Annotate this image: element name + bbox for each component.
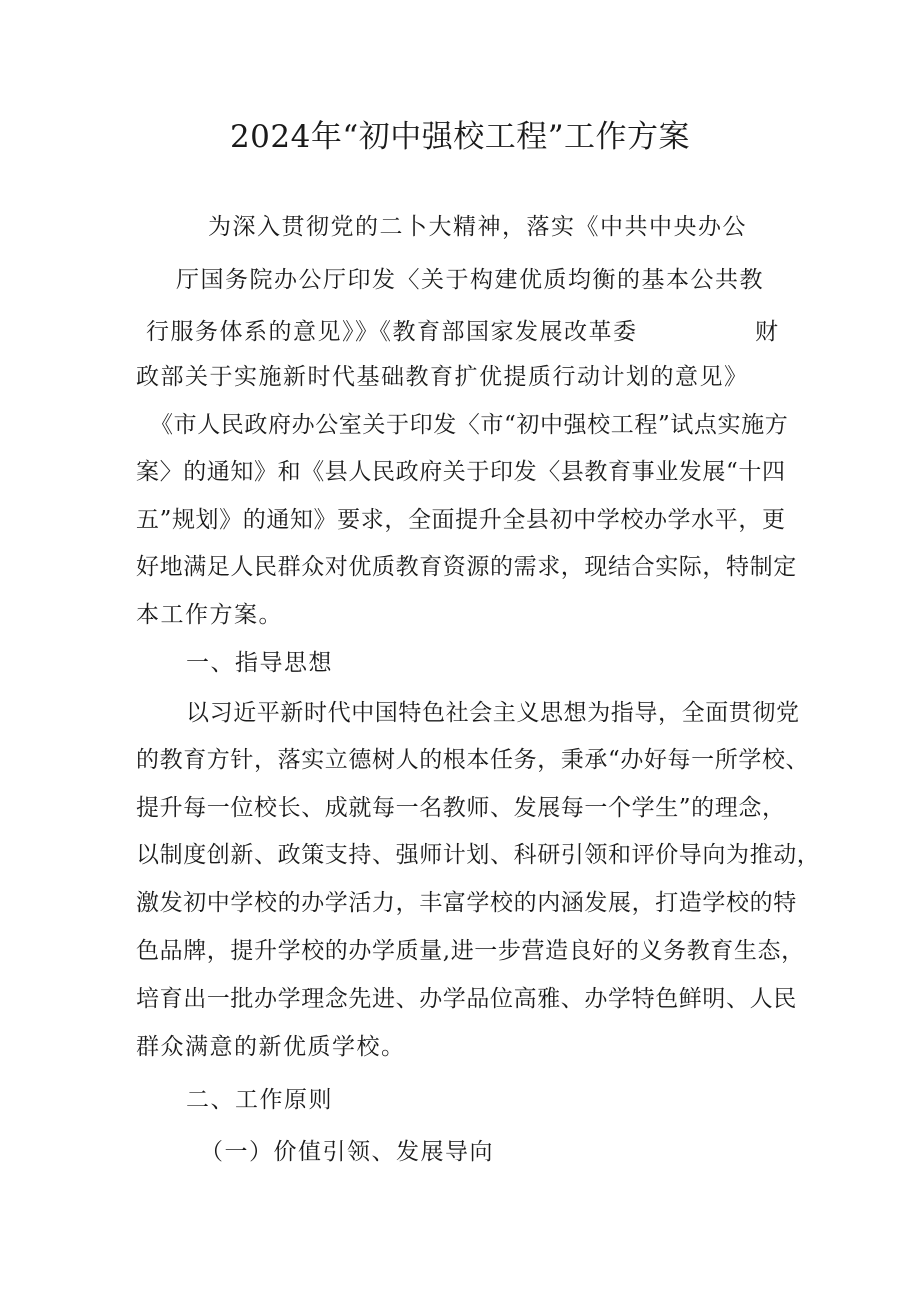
section-1-line-7: 培育出一批办学理念先进、办学品位高雅、办学特色鲜明、人民 — [136, 986, 797, 1012]
intro-line-2: 厅国务院办公厅印发〈关于构建优质均衡的基本公共教 — [176, 267, 764, 293]
section-1-line-3: 提升每一位校长、成就每一名教师、发展每一个学生”的理念， — [136, 795, 786, 821]
section-1-line-4: 以制度创新、政策支持、强师计划、科研引领和评价导向为推动， — [136, 842, 821, 868]
intro-line-1: 为深入贯彻党的二卜大精神，落实《中共中央办公 — [208, 214, 747, 240]
subsection-1-heading: （一）价值引领、发展导向 — [200, 1139, 494, 1165]
intro-line-7: 五”规划》的通知》要求，全面提升全县初中学校办学水平，更 — [136, 507, 786, 533]
section-2-heading: 二、工作原则 — [186, 1087, 333, 1113]
section-1-line-2: 的教育方针，落实立德树人的根本任务，秉承“办好每一所学校、 — [136, 747, 810, 773]
intro-line-3-tail: 财 — [755, 319, 780, 345]
section-1-line-6: 色品牌，提升学校的办学质量,进一步营造良好的义务教育生态， — [136, 938, 805, 964]
intro-line-4: 政部关于实施新时代基础教育扩优提质行动计划的意见》 — [136, 364, 749, 390]
intro-line-3: 行服务体系的意见》》《教育部国家发展改革委 — [146, 319, 638, 345]
intro-line-5: 《市人民政府办公室关于印发〈市“初中强校工程”试点实施方 — [150, 412, 789, 438]
intro-line-9: 本工作方案。 — [136, 602, 283, 628]
section-1-line-8: 群众满意的新优质学校。 — [136, 1034, 406, 1060]
document-title: 2024年“初中强校工程”工作方案 — [229, 119, 691, 155]
section-1-line-5: 激发初中学校的办学活力，丰富学校的内涵发展，打造学校的特 — [136, 890, 797, 916]
section-1-line-1: 以习近平新时代中国特色社会主义思想为指导，全面贯彻党 — [186, 700, 800, 726]
intro-line-6: 案〉的通知》和《县人民政府关于印发〈县教育事业发展“十四 — [136, 459, 786, 485]
intro-line-8: 好地满足人民群众对优质教育资源的需求，现结合实际，特制定 — [136, 554, 797, 580]
section-1-heading: 一、指导思想 — [186, 650, 333, 676]
